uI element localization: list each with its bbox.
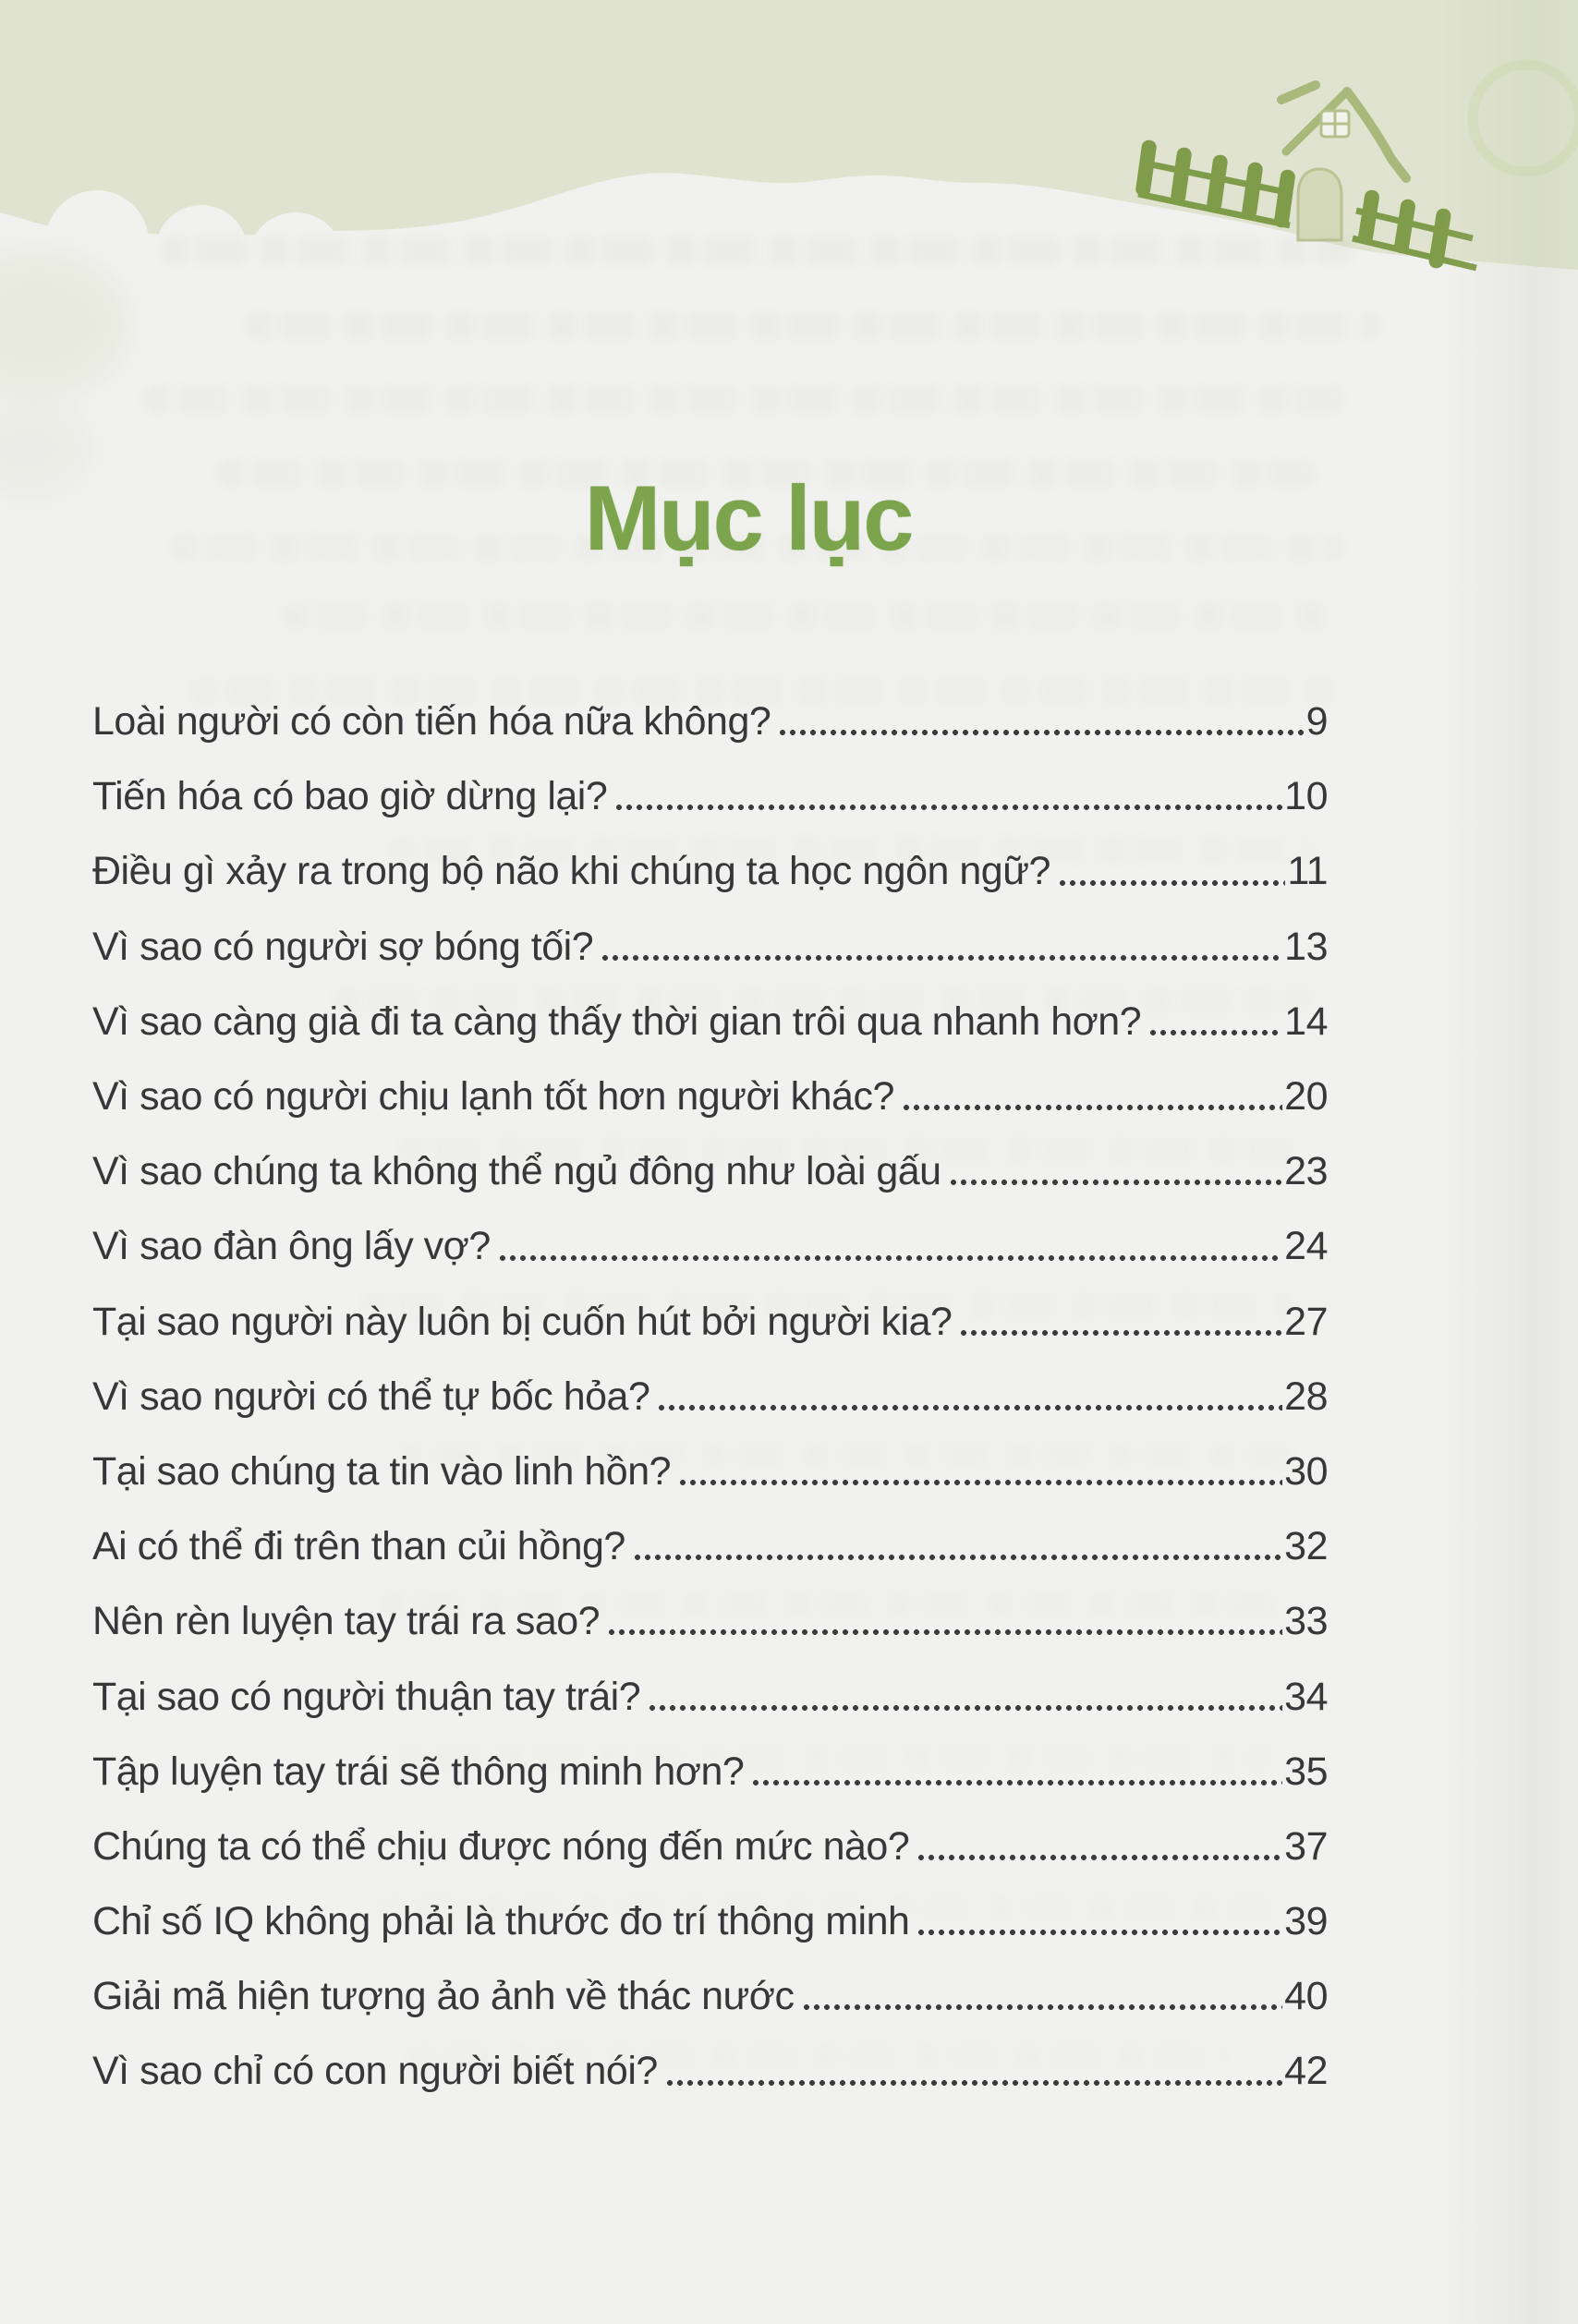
toc-entry-page: 27 — [1284, 1299, 1328, 1344]
dotted-leader — [1148, 1029, 1282, 1036]
toc-entry-page: 10 — [1284, 774, 1328, 819]
door — [1298, 169, 1341, 240]
toc-entry-page: 34 — [1284, 1674, 1328, 1719]
dotted-leader — [778, 729, 1304, 736]
dotted-leader — [902, 1104, 1282, 1111]
toc-entry-page: 40 — [1284, 1974, 1328, 2019]
toc-entry-page: 23 — [1284, 1149, 1328, 1194]
bleed-through-line — [143, 386, 1344, 414]
green-blob — [0, 249, 129, 397]
scan-edge-shading — [1439, 0, 1578, 2324]
dotted-leader — [959, 1329, 1282, 1337]
dotted-leader — [601, 954, 1282, 962]
header-illustration — [0, 0, 1578, 333]
toc-entry — [92, 684, 1328, 759]
toc-entry-page: 39 — [1284, 1899, 1328, 1944]
roof-left — [1286, 91, 1347, 151]
toc-entry-label: Vì sao chỉ có con người biết nói? — [92, 2049, 658, 2094]
page-title: Mục lục — [584, 466, 913, 570]
house-icon — [1281, 85, 1406, 240]
toc-entry — [92, 1059, 1328, 1134]
toc-entry — [92, 1360, 1328, 1434]
toc-entry — [92, 1659, 1328, 1734]
toc-entry-page: 24 — [1284, 1224, 1328, 1269]
toc-entry-label: Tiến hóa có bao giờ dừng lại? — [92, 774, 608, 819]
toc-entry — [92, 1810, 1328, 1884]
dotted-leader — [751, 1779, 1282, 1786]
toc-entry — [92, 1959, 1328, 2034]
dotted-leader — [916, 1854, 1282, 1861]
dotted-leader — [1058, 879, 1285, 887]
toc-entry-label: Vì sao có người sợ bóng tối? — [92, 924, 594, 969]
toc-entry-page: 37 — [1284, 1823, 1328, 1869]
toc-entry-label: Nên rèn luyện tay trái ra sao? — [92, 1599, 601, 1644]
toc-entry-label: Tại sao có người thuận tay trái? — [92, 1674, 641, 1719]
toc-entry-page: 32 — [1284, 1524, 1328, 1569]
toc-entry — [92, 985, 1328, 1059]
toc-entry-label: Điều gì xảy ra trong bộ não khi chúng ta học ngôn ngữ? — [92, 849, 1050, 894]
toc-entry-label: Ai có thể đi trên than củi hồng? — [92, 1524, 625, 1569]
toc-entry-label: Vì sao càng già đi ta càng thấy thời gian trôi qua nhanh hơn? — [92, 999, 1142, 1044]
chimney-smoke-stroke — [1281, 85, 1316, 100]
toc-entry-label: Chúng ta có thể chịu được nóng đến mức nào? — [92, 1823, 910, 1869]
toc-entry-label: Tại sao người này luôn bị cuốn hút bởi người kia? — [92, 1299, 953, 1344]
dotted-leader — [949, 1179, 1283, 1186]
green-cloud-band — [0, 0, 1578, 270]
toc-entry-page: 9 — [1305, 699, 1328, 744]
toc-entry — [92, 1884, 1328, 1959]
toc-entry-label: Tập luyện tay trái sẽ thông minh hơn? — [92, 1749, 745, 1794]
toc-entry-label: Chỉ số IQ không phải là thước đo trí thông minh — [92, 1899, 910, 1944]
dotted-leader — [916, 1929, 1282, 1936]
toc-entry — [92, 1285, 1328, 1360]
toc-entry-page: 35 — [1284, 1749, 1328, 1794]
bleed-through-line — [162, 236, 1353, 264]
toc-entry — [92, 1134, 1328, 1209]
dotted-leader — [614, 804, 1282, 811]
dotted-leader — [665, 2079, 1282, 2087]
toc-entry-label: Giải mã hiện tượng ảo ảnh về thác nước — [92, 1974, 795, 2019]
dotted-leader — [802, 2003, 1283, 2011]
fence-icon — [1135, 139, 1295, 227]
toc-entry-label: Vì sao có người chịu lạnh tốt hơn người khác? — [92, 1074, 894, 1120]
toc-entry-label: Vì sao đàn ông lấy vợ? — [92, 1224, 491, 1269]
bleed-through-line — [282, 602, 1335, 630]
toc-entry — [92, 834, 1328, 909]
dotted-leader — [498, 1254, 1282, 1262]
toc-entry — [92, 2034, 1328, 2109]
dotted-leader — [657, 1404, 1282, 1411]
roof-right — [1347, 91, 1406, 178]
bleed-through-line — [245, 312, 1381, 340]
toc-entry-label: Vì sao chúng ta không thể ngủ đông như loài gấu — [92, 1149, 941, 1194]
toc-entry-label: Vì sao người có thể tự bốc hỏa? — [92, 1374, 650, 1419]
dotted-leader — [633, 1554, 1282, 1561]
toc-entry-page: 20 — [1284, 1074, 1328, 1120]
dotted-leader — [678, 1479, 1282, 1486]
dotted-leader — [648, 1704, 1282, 1712]
toc-list — [92, 684, 1328, 2110]
toc-entry — [92, 910, 1328, 985]
toc-entry — [92, 1209, 1328, 1284]
toc-entry-page: 14 — [1284, 999, 1328, 1044]
dotted-leader — [607, 1628, 1282, 1636]
toc-entry — [92, 1735, 1328, 1810]
toc-entry-label: Tại sao chúng ta tin vào linh hồn? — [92, 1448, 672, 1494]
toc-entry-page: 13 — [1284, 924, 1328, 969]
toc-entry — [92, 1584, 1328, 1659]
toc-entry-page: 42 — [1284, 2049, 1328, 2094]
toc-entry-page: 30 — [1284, 1448, 1328, 1494]
toc-entry-label: Loài người có còn tiến hóa nữa không? — [92, 699, 771, 744]
toc-entry — [92, 1509, 1328, 1584]
toc-entry-page: 28 — [1284, 1374, 1328, 1419]
toc-entry-page: 11 — [1287, 849, 1328, 894]
toc-entry-page: 33 — [1284, 1599, 1328, 1644]
window — [1321, 111, 1349, 137]
toc-entry — [92, 1434, 1328, 1509]
toc-entry — [92, 759, 1328, 834]
